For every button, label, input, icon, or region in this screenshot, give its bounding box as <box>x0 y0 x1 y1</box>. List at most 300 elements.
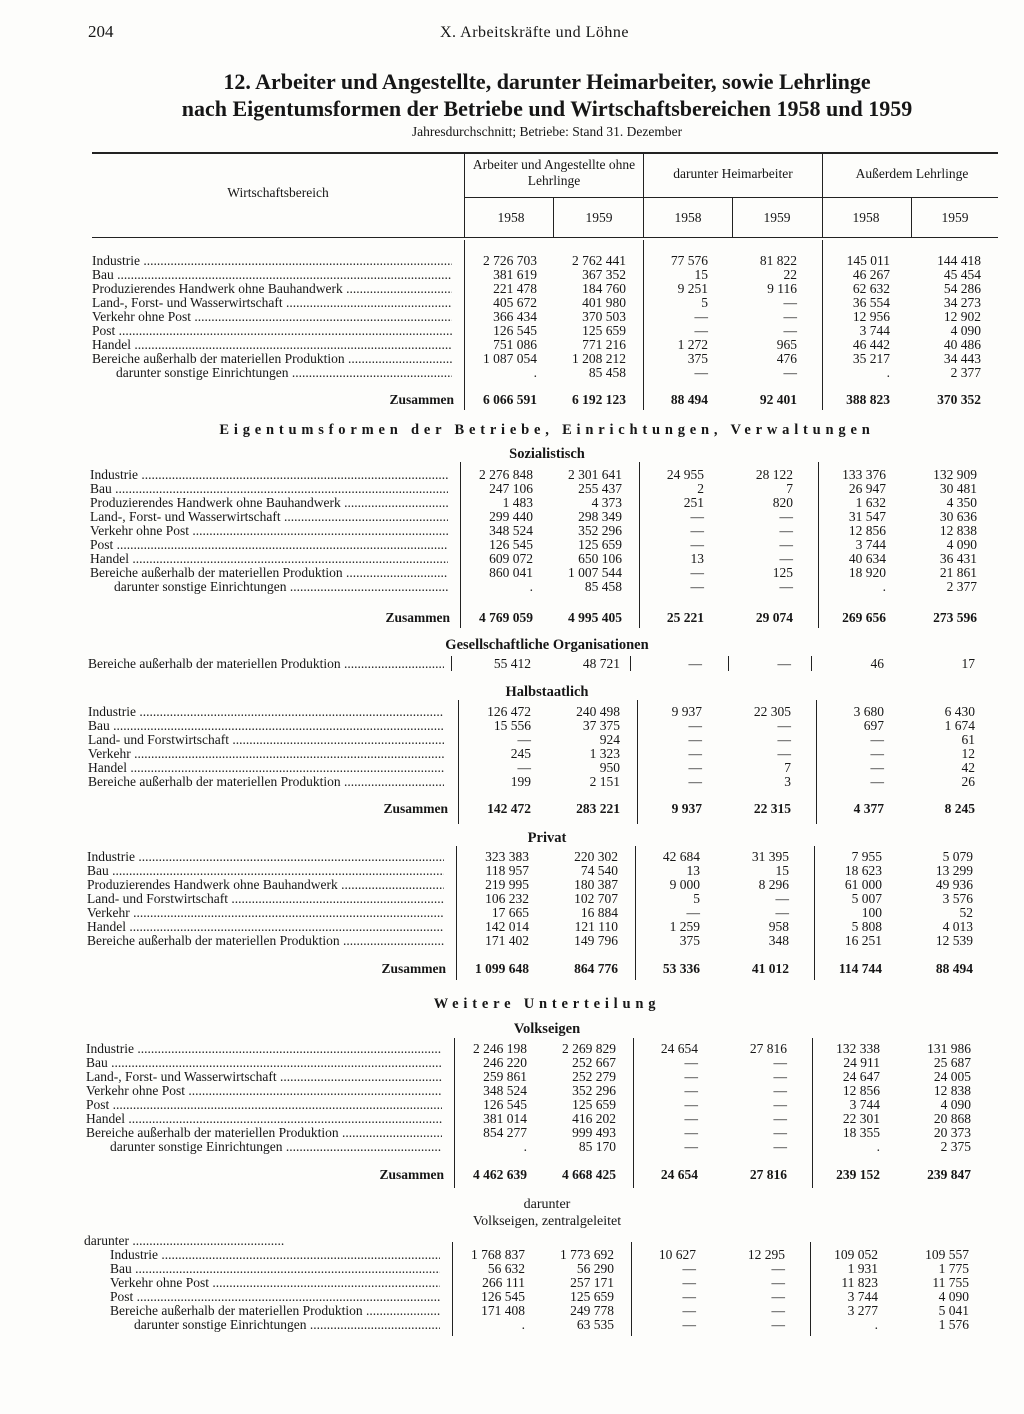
cell-value: — <box>773 1083 787 1098</box>
cell-value: 4 462 639 <box>473 1167 527 1182</box>
row-label: Industrie ..... <box>110 1248 440 1262</box>
row-label: Bereiche außerhalb der materiellen Produktion ..... <box>90 566 448 580</box>
row-label: Industrie ..... <box>86 1042 442 1056</box>
cell-value: 298 349 <box>578 509 622 524</box>
cell-value: 42 684 <box>662 849 700 864</box>
cell-value: 370 352 <box>937 392 981 407</box>
header-year: 1958 <box>674 210 702 225</box>
cell-value: 88 494 <box>935 961 973 976</box>
header-group-lehrlinge: Außerdem Lehrlinge <box>855 166 969 181</box>
row-label: Industrie ..... <box>88 705 444 719</box>
header-mid-rule <box>464 197 998 198</box>
row-label: Handel ..... <box>92 338 452 352</box>
cell-value: — <box>870 746 884 761</box>
cell-value: 85 170 <box>578 1139 616 1154</box>
cell-value: 61 000 <box>844 877 882 892</box>
cell-value: 1 768 837 <box>471 1247 525 1262</box>
row-label: Verkehr ohne Post ..... <box>86 1084 442 1098</box>
cell-value: 370 503 <box>582 309 626 324</box>
cell-value: 269 656 <box>842 610 886 625</box>
cell-value: 266 111 <box>482 1275 525 1290</box>
cell-value: 35 217 <box>852 351 890 366</box>
cell-value: 4 373 <box>591 495 622 510</box>
cell-value: 125 <box>772 565 793 580</box>
row-label: Land-, Forst- und Wasserwirtschaft ..... <box>86 1070 442 1084</box>
cell-value: 126 545 <box>489 537 533 552</box>
cell-value: 48 721 <box>582 656 620 671</box>
table-row <box>0 324 1024 338</box>
cell-value: 45 454 <box>943 267 981 282</box>
cell-value: 62 632 <box>852 281 890 296</box>
cell-value: — <box>684 1139 698 1154</box>
cell-value: 18 355 <box>842 1125 880 1140</box>
row-label: Bau ..... <box>92 268 452 282</box>
cell-value: 348 <box>768 933 789 948</box>
table-row <box>0 657 1024 671</box>
row-label: Produzierendes Handwerk ohne Bauhandwerk ..... <box>90 496 448 510</box>
cell-value: 6 066 591 <box>483 392 537 407</box>
cell-value: 171 402 <box>485 933 529 948</box>
cell-value: 27 816 <box>749 1167 787 1182</box>
cell-value: 9 937 <box>671 801 702 816</box>
cell-value: — <box>779 523 793 538</box>
table-row <box>0 496 1024 510</box>
cell-value: 52 <box>959 905 973 920</box>
cell-value: 12 838 <box>939 523 977 538</box>
cell-value: 24 654 <box>660 1167 698 1182</box>
cell-value: 125 659 <box>582 323 626 338</box>
cell-value: — <box>779 537 793 552</box>
row-label: Verkehr ohne Post ..... <box>92 310 452 324</box>
cell-value: 131 986 <box>927 1041 971 1056</box>
cell-value: 55 412 <box>493 656 531 671</box>
cell-value: 8 296 <box>758 877 789 892</box>
table-row <box>0 254 1024 268</box>
page-number: 204 <box>88 22 114 41</box>
cell-value: 180 387 <box>574 877 618 892</box>
row-label: Bereiche außerhalb der materiellen Produktion ..... <box>110 1304 440 1318</box>
table-row <box>0 850 1024 864</box>
table-row <box>0 338 1024 352</box>
cell-value: — <box>682 1275 696 1290</box>
cell-value: 149 796 <box>574 933 618 948</box>
cell-value: — <box>517 732 531 747</box>
table-row <box>0 705 1024 719</box>
table-row <box>0 775 1024 789</box>
row-label-total: Zusammen <box>385 610 450 625</box>
cell-value: 126 472 <box>487 704 531 719</box>
row-label-total: Zusammen <box>381 961 446 976</box>
cell-value: — <box>688 732 702 747</box>
row-label: Bau ..... <box>90 482 448 496</box>
section-heading-weitere: Weitere Unterteilung <box>433 996 661 1012</box>
row-label: Post ..... <box>86 1098 442 1112</box>
cell-value: 100 <box>861 905 882 920</box>
cell-value: 24 955 <box>666 467 704 482</box>
cell-value: 252 279 <box>572 1069 616 1084</box>
cell-value: 24 005 <box>933 1069 971 1084</box>
cell-value: . <box>876 1139 880 1154</box>
cell-value: 352 296 <box>578 523 622 538</box>
cell-value: — <box>684 1083 698 1098</box>
table-total-row <box>0 802 1024 816</box>
cell-value: 5 041 <box>938 1303 969 1318</box>
cell-value: — <box>688 774 702 789</box>
cell-value: 16 251 <box>844 933 882 948</box>
cell-value: . <box>886 365 890 380</box>
cell-value: — <box>688 718 702 733</box>
cell-value: 18 623 <box>844 863 882 878</box>
cell-value: 26 947 <box>848 481 886 496</box>
cell-value: 54 286 <box>943 281 981 296</box>
cell-value: 114 744 <box>838 961 882 976</box>
row-label: Produzierendes Handwerk ohne Bauhandwerk ..... <box>87 878 444 892</box>
row-label-total: Zusammen <box>383 801 448 816</box>
cell-value: 6 430 <box>944 704 975 719</box>
table-row <box>0 920 1024 934</box>
cell-value: 9 000 <box>669 877 700 892</box>
row-label: Verkehr ohne Post ..... <box>90 524 448 538</box>
row-label: Bereiche außerhalb der materiellen Produktion ..... <box>87 934 444 948</box>
cell-value: — <box>777 746 791 761</box>
cell-value: 132 909 <box>933 467 977 482</box>
row-label: Bau ..... <box>86 1056 442 1070</box>
cell-value: 283 221 <box>576 801 620 816</box>
cell-value: 184 760 <box>582 281 626 296</box>
cell-value: — <box>682 1261 696 1276</box>
cell-value: 30 481 <box>939 481 977 496</box>
cell-value: 77 576 <box>670 253 708 268</box>
cell-value: — <box>771 1275 785 1290</box>
row-label: Land-, Forst- und Wasserwirtschaft ..... <box>90 510 448 524</box>
header-bottom-rule <box>92 237 998 238</box>
cell-value: 366 434 <box>493 309 537 324</box>
cell-value: 381 619 <box>493 267 537 282</box>
cell-value: 81 822 <box>759 253 797 268</box>
cell-value: 29 074 <box>755 610 793 625</box>
cell-value: 125 659 <box>570 1289 614 1304</box>
cell-value: 1 208 212 <box>572 351 626 366</box>
cell-value: 63 535 <box>576 1317 614 1332</box>
cell-value: 219 995 <box>485 877 529 892</box>
cell-value: 13 <box>690 551 704 566</box>
cell-value: 16 884 <box>580 905 618 920</box>
cell-value: 12 <box>961 746 975 761</box>
row-label: Handel ..... <box>90 552 448 566</box>
table-row <box>0 1276 1024 1290</box>
cell-value: 958 <box>768 919 789 934</box>
table-subtitle: Jahresdurchschnitt; Betriebe: Stand 31. Dezember <box>411 124 683 139</box>
cell-value: — <box>783 365 797 380</box>
cell-value: 2 246 198 <box>473 1041 527 1056</box>
table-row <box>0 906 1024 920</box>
cell-value: 352 296 <box>572 1083 616 1098</box>
cell-value: 3 680 <box>853 704 884 719</box>
cell-value: — <box>775 891 789 906</box>
cell-value: 5 <box>693 891 700 906</box>
cell-value: 126 545 <box>481 1289 525 1304</box>
cell-value: 24 647 <box>842 1069 880 1084</box>
cell-value: 56 632 <box>487 1261 525 1276</box>
cell-value: — <box>777 718 791 733</box>
row-label: Post ..... <box>110 1290 440 1304</box>
cell-value: — <box>773 1097 787 1112</box>
row-label: Produzierendes Handwerk ohne Bauhandwerk ..... <box>92 282 452 296</box>
header-stub-label: Wirtschaftsbereich <box>227 185 329 200</box>
cell-value: — <box>688 656 702 671</box>
table-row <box>0 524 1024 538</box>
table-row <box>0 892 1024 906</box>
table-row <box>0 1042 1024 1056</box>
cell-value: 74 540 <box>580 863 618 878</box>
section-heading-zentralgeleitet: Volkseigen, zentralgeleitet <box>472 1214 622 1229</box>
cell-value: 106 232 <box>485 891 529 906</box>
row-label: Handel ..... <box>86 1112 442 1126</box>
cell-value: 2 377 <box>946 579 977 594</box>
table-row <box>0 747 1024 761</box>
column-divider <box>822 153 823 237</box>
cell-value: 7 <box>786 481 793 496</box>
cell-value: — <box>779 551 793 566</box>
cell-value: 388 823 <box>846 392 890 407</box>
cell-value: 476 <box>776 351 797 366</box>
cell-value: 375 <box>687 351 708 366</box>
table-row <box>0 1098 1024 1112</box>
cell-value: 820 <box>772 495 793 510</box>
cell-value: 36 554 <box>852 295 890 310</box>
cell-value: 401 980 <box>582 295 626 310</box>
cell-value: . <box>529 579 533 594</box>
cell-value: 3 744 <box>859 323 890 338</box>
cell-value: 42 <box>961 760 975 775</box>
cell-value: 864 776 <box>574 961 618 976</box>
cell-value: 125 659 <box>578 537 622 552</box>
cell-value: . <box>521 1317 525 1332</box>
cell-value: 4 350 <box>946 495 977 510</box>
column-divider <box>643 153 644 237</box>
cell-value: — <box>686 905 700 920</box>
cell-value: . <box>874 1317 878 1332</box>
cell-value: 4 090 <box>940 1097 971 1112</box>
header-group-arbeiter: Arbeiter und Angestellte ohne Lehrlinge <box>472 157 636 188</box>
cell-value: 46 <box>870 656 884 671</box>
table-row <box>0 733 1024 747</box>
row-label: Bereiche außerhalb der materiellen Produktion ..... <box>88 657 444 671</box>
table-row <box>0 352 1024 366</box>
cell-value: 2 276 848 <box>479 467 533 482</box>
cell-value: 17 665 <box>491 905 529 920</box>
cell-value: — <box>771 1303 785 1318</box>
cell-value: 11 755 <box>932 1275 969 1290</box>
cell-value: 4 995 405 <box>568 610 622 625</box>
cell-value: 118 957 <box>485 863 529 878</box>
cell-value: 3 277 <box>847 1303 878 1318</box>
cell-value: 31 395 <box>751 849 789 864</box>
cell-value: — <box>779 579 793 594</box>
cell-value: 34 443 <box>943 351 981 366</box>
cell-value: — <box>773 1055 787 1070</box>
cell-value: 1 773 692 <box>560 1247 614 1262</box>
cell-value: 1 483 <box>502 495 533 510</box>
cell-value: 15 556 <box>493 718 531 733</box>
running-head: X. Arbeitskräfte und Löhne <box>440 24 629 41</box>
cell-value: — <box>870 760 884 775</box>
cell-value: 30 636 <box>939 509 977 524</box>
cell-value: 142 014 <box>485 919 529 934</box>
cell-value: 144 418 <box>937 253 981 268</box>
cell-value: 5 079 <box>942 849 973 864</box>
cell-value: 405 672 <box>493 295 537 310</box>
table-row <box>0 1056 1024 1070</box>
darunter-label: darunter ..... <box>0 1234 1024 1248</box>
cell-value: 13 <box>686 863 700 878</box>
row-label: Verkehr ..... <box>87 906 444 920</box>
cell-value: 88 494 <box>670 392 708 407</box>
table-row <box>0 310 1024 324</box>
cell-value: 1 323 <box>589 746 620 761</box>
header-group-heimarbeiter: darunter Heimarbeiter <box>673 166 793 181</box>
cell-value: 2 269 829 <box>562 1041 616 1056</box>
header-year: 1959 <box>941 210 969 225</box>
cell-value: 999 493 <box>572 1125 616 1140</box>
table-row <box>0 1290 1024 1304</box>
cell-value: 2 726 703 <box>483 253 537 268</box>
cell-value: 950 <box>599 760 620 775</box>
cell-value: 22 301 <box>842 1111 880 1126</box>
section-heading-darunter: darunter <box>523 1197 571 1212</box>
cell-value: 37 375 <box>582 718 620 733</box>
header-year: 1959 <box>585 210 613 225</box>
cell-value: 2 375 <box>940 1139 971 1154</box>
cell-value: 4 377 <box>853 801 884 816</box>
cell-value: — <box>682 1303 696 1318</box>
cell-value: 20 373 <box>933 1125 971 1140</box>
cell-value: 109 557 <box>925 1247 969 1262</box>
row-label: Handel ..... <box>88 761 444 775</box>
table-row <box>0 878 1024 892</box>
cell-value: 751 086 <box>493 337 537 352</box>
table-row <box>0 1112 1024 1126</box>
column-divider <box>464 153 465 237</box>
cell-value: — <box>684 1097 698 1112</box>
row-label: Bau ..... <box>88 719 444 733</box>
cell-value: 15 <box>775 863 789 878</box>
table-row <box>0 1070 1024 1084</box>
cell-value: 25 221 <box>666 610 704 625</box>
cell-value: 199 <box>510 774 531 789</box>
cell-value: 1 087 054 <box>483 351 537 366</box>
table-total-row <box>0 1168 1024 1182</box>
section-heading-privat: Privat <box>527 830 567 846</box>
row-label: darunter sonstige Einrichtungen ..... <box>134 1318 440 1332</box>
row-label: Bau ..... <box>87 864 444 878</box>
cell-value: — <box>870 774 884 789</box>
cell-value: 1 931 <box>847 1261 878 1276</box>
cell-value: — <box>870 732 884 747</box>
cell-value: 3 744 <box>855 537 886 552</box>
cell-value: . <box>533 365 537 380</box>
cell-value: 7 955 <box>851 849 882 864</box>
cell-value: — <box>771 1289 785 1304</box>
cell-value: 771 216 <box>582 337 626 352</box>
cell-value: 251 <box>683 495 704 510</box>
table-row <box>0 538 1024 552</box>
table-row <box>0 864 1024 878</box>
cell-value: . <box>523 1139 527 1154</box>
table-total-row <box>0 393 1024 407</box>
row-label: Land- und Forstwirtschaft ..... <box>87 892 444 906</box>
cell-value: 85 458 <box>584 579 622 594</box>
cell-value: 145 011 <box>846 253 890 268</box>
cell-value: 220 302 <box>574 849 618 864</box>
cell-value: 22 315 <box>753 801 791 816</box>
cell-value: 85 458 <box>588 365 626 380</box>
cell-value: 2 301 641 <box>568 467 622 482</box>
table-row <box>0 468 1024 482</box>
cell-value: 61 <box>961 732 975 747</box>
cell-value: 4 769 059 <box>479 610 533 625</box>
cell-value: — <box>690 565 704 580</box>
cell-value: 49 936 <box>935 877 973 892</box>
cell-value: 257 171 <box>570 1275 614 1290</box>
cell-value: 126 545 <box>483 1097 527 1112</box>
cell-value: 697 <box>863 718 884 733</box>
cell-value: — <box>688 760 702 775</box>
table-row <box>0 566 1024 580</box>
cell-value: 171 408 <box>481 1303 525 1318</box>
cell-value: — <box>684 1125 698 1140</box>
cell-value: 416 202 <box>572 1111 616 1126</box>
cell-value: 249 778 <box>570 1303 614 1318</box>
cell-value: — <box>773 1069 787 1084</box>
cell-value: 381 014 <box>483 1111 527 1126</box>
cell-value: — <box>690 579 704 594</box>
cell-value: — <box>771 1317 785 1332</box>
cell-value: — <box>783 309 797 324</box>
table-row <box>0 268 1024 282</box>
cell-value: 5 007 <box>851 891 882 906</box>
table-row <box>0 1318 1024 1332</box>
cell-value: 53 336 <box>662 961 700 976</box>
row-label: Post ..... <box>92 324 452 338</box>
cell-value: — <box>777 656 791 671</box>
cell-value: 4 090 <box>946 537 977 552</box>
row-label: darunter sonstige Einrichtungen ..... <box>110 1140 442 1154</box>
table-row <box>0 719 1024 733</box>
cell-value: 24 911 <box>843 1055 880 1070</box>
cell-value: 24 654 <box>660 1041 698 1056</box>
header-year: 1958 <box>852 210 880 225</box>
row-label: darunter sonstige Einrichtungen ..... <box>116 366 452 380</box>
cell-value: 12 956 <box>852 309 890 324</box>
cell-value: 3 576 <box>942 891 973 906</box>
cell-value: 4 090 <box>938 1289 969 1304</box>
cell-value: 1 272 <box>677 337 708 352</box>
cell-value: 22 305 <box>753 704 791 719</box>
cell-value: 3 <box>784 774 791 789</box>
table-total-row <box>0 611 1024 625</box>
column-divider <box>630 656 631 671</box>
table-row <box>0 482 1024 496</box>
cell-value: 247 106 <box>489 481 533 496</box>
table-row <box>0 1262 1024 1276</box>
cell-value: 15 <box>694 267 708 282</box>
cell-value: 245 <box>510 746 531 761</box>
cell-value: 9 937 <box>671 704 702 719</box>
cell-value: 125 659 <box>572 1097 616 1112</box>
cell-value: . <box>882 579 886 594</box>
table-row <box>0 510 1024 524</box>
